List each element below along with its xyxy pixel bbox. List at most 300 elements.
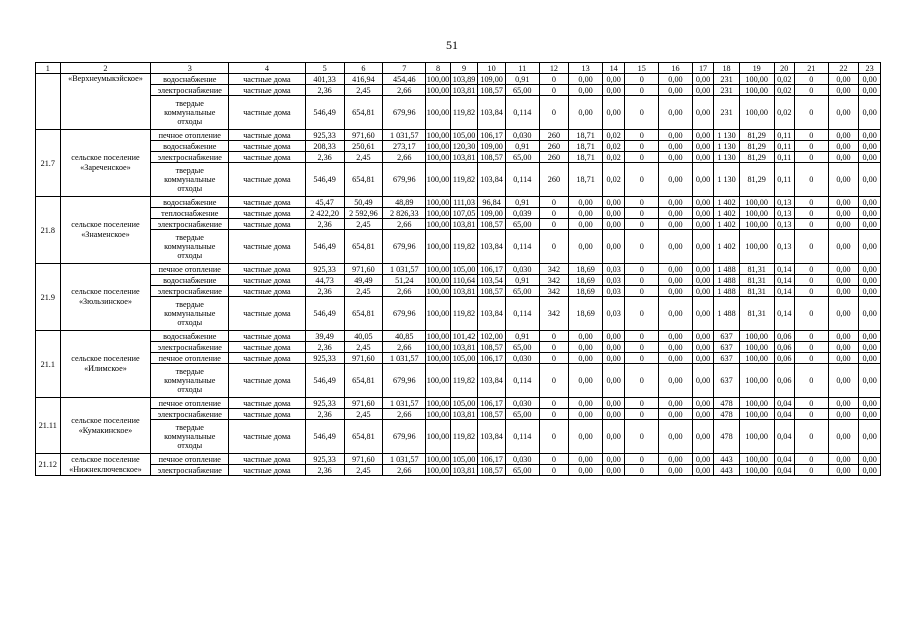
- value-cell: 679,96: [383, 364, 426, 398]
- value-cell: 0,00: [569, 331, 603, 342]
- value-cell: 654,81: [344, 420, 383, 454]
- table-row: [36, 208, 881, 219]
- table-row: [36, 286, 881, 297]
- value-cell: 0: [625, 409, 659, 420]
- value-cell: 0,00: [828, 286, 859, 297]
- value-cell: 0,00: [828, 420, 859, 454]
- service-cell: электроснабжение: [151, 286, 229, 297]
- column-header: 9: [450, 63, 478, 74]
- header-row: [36, 63, 881, 74]
- service-cell: твердые коммунальные отходы: [151, 297, 229, 331]
- category-cell: частные дома: [229, 398, 306, 409]
- section-number: 21.8: [36, 197, 61, 264]
- value-cell: 0,114: [505, 297, 539, 331]
- category-cell: частные дома: [229, 264, 306, 275]
- value-cell: 0,00: [692, 219, 713, 230]
- value-cell: 0,114: [505, 230, 539, 264]
- value-cell: 103,84: [478, 420, 506, 454]
- value-cell: 0,06: [774, 331, 794, 342]
- value-cell: 0: [794, 364, 828, 398]
- value-cell: 925,33: [305, 130, 344, 141]
- value-cell: 105,00: [450, 264, 478, 275]
- value-cell: 0: [625, 297, 659, 331]
- tariff-table: [35, 62, 881, 476]
- service-cell: твердые коммунальные отходы: [151, 230, 229, 264]
- column-header: 3: [151, 63, 229, 74]
- value-cell: 81,29: [739, 152, 774, 163]
- value-cell: 0: [539, 353, 569, 364]
- section-number: 21.1: [36, 331, 61, 398]
- table-row: [36, 85, 881, 96]
- value-cell: 2,45: [344, 465, 383, 476]
- value-cell: 0,030: [505, 454, 539, 465]
- value-cell: 100,00: [739, 409, 774, 420]
- value-cell: 0: [539, 398, 569, 409]
- service-cell: твердые коммунальные отходы: [151, 364, 229, 398]
- value-cell: 0,00: [692, 96, 713, 130]
- value-cell: 0,00: [859, 342, 881, 353]
- section-number: 21.7: [36, 130, 61, 197]
- service-cell: электроснабжение: [151, 219, 229, 230]
- value-cell: 100,00: [739, 398, 774, 409]
- service-cell: электроснабжение: [151, 342, 229, 353]
- value-cell: 0,00: [569, 230, 603, 264]
- value-cell: 0,06: [774, 342, 794, 353]
- value-cell: 100,00: [739, 353, 774, 364]
- value-cell: 0: [794, 152, 828, 163]
- value-cell: 103,84: [478, 364, 506, 398]
- value-cell: 0: [625, 96, 659, 130]
- category-cell: частные дома: [229, 454, 306, 465]
- value-cell: 0,00: [828, 152, 859, 163]
- value-cell: 2,66: [383, 152, 426, 163]
- value-cell: 0,00: [692, 409, 713, 420]
- value-cell: 100,00: [426, 398, 450, 408]
- value-cell: 0: [794, 342, 828, 353]
- value-cell: 0,030: [505, 264, 539, 275]
- value-cell: 0: [625, 264, 659, 275]
- value-cell: 0,00: [602, 353, 624, 364]
- value-cell: 103,89: [450, 74, 478, 85]
- value-cell: 0,00: [692, 420, 713, 454]
- value-cell: 0,00: [828, 275, 859, 286]
- value-cell: 0: [539, 96, 569, 130]
- value-cell: 0,114: [505, 420, 539, 454]
- service-cell: электроснабжение: [151, 85, 229, 96]
- table-row: [36, 197, 881, 208]
- value-cell: 65,00: [505, 152, 539, 163]
- value-cell: 0: [794, 163, 828, 197]
- value-cell: 2,36: [305, 152, 344, 163]
- value-cell: 925,33: [305, 454, 344, 465]
- value-cell: 18,71: [569, 152, 603, 163]
- value-cell: 111,03: [450, 197, 478, 208]
- settlement-name: «Верхнеумыкэйское»: [60, 74, 151, 130]
- value-cell: 0,00: [569, 353, 603, 364]
- value-cell: 0: [539, 219, 569, 230]
- value-cell: 637: [714, 331, 740, 342]
- value-cell: 0,03: [602, 264, 624, 275]
- value-cell: 2,66: [383, 342, 426, 353]
- value-cell: 679,96: [383, 420, 426, 454]
- value-cell: 679,96: [383, 96, 426, 130]
- value-cell: 231: [714, 85, 740, 96]
- value-cell: 679,96: [383, 163, 426, 197]
- category-cell: частные дома: [229, 297, 306, 331]
- value-cell: 0,00: [692, 342, 713, 353]
- value-cell: 0,00: [659, 208, 693, 219]
- value-cell: 100,00: [426, 230, 451, 264]
- value-cell: 0,00: [828, 96, 859, 130]
- section-number: [36, 74, 61, 130]
- value-cell: 18,69: [569, 286, 603, 297]
- value-cell: 51,24: [383, 275, 426, 286]
- value-cell: 65,00: [505, 409, 539, 420]
- column-header: 13: [569, 63, 603, 74]
- category-cell: частные дома: [229, 353, 306, 364]
- service-cell: печное отопление: [151, 398, 229, 409]
- value-cell: 100,00: [739, 465, 774, 476]
- value-cell: 18,71: [569, 130, 603, 141]
- value-cell: 0,00: [859, 465, 881, 476]
- value-cell: 106,17: [478, 264, 506, 275]
- value-cell: 100,00: [426, 353, 450, 363]
- value-cell: 18,71: [569, 163, 603, 197]
- value-cell: 0,13: [774, 230, 794, 264]
- value-cell: 2,36: [305, 409, 344, 420]
- value-cell: 0,00: [659, 398, 693, 409]
- value-cell: 454,46: [383, 74, 426, 85]
- value-cell: 637: [714, 353, 740, 364]
- value-cell: 0: [625, 163, 659, 197]
- value-cell: 65,00: [505, 85, 539, 96]
- table-row: [36, 409, 881, 420]
- value-cell: 0,00: [859, 219, 881, 230]
- value-cell: 50,49: [344, 197, 383, 208]
- value-cell: 0,00: [828, 342, 859, 353]
- settlement-name: сельское поселение «Нижнеключевское»: [60, 454, 151, 476]
- value-cell: 0,00: [859, 96, 881, 130]
- value-cell: 1 031,57: [383, 130, 426, 141]
- value-cell: 0,00: [692, 264, 713, 275]
- value-cell: 106,17: [478, 398, 506, 409]
- value-cell: 0,00: [659, 163, 693, 197]
- value-cell: 2,45: [344, 286, 383, 297]
- value-cell: 108,57: [478, 465, 506, 476]
- value-cell: 0,00: [692, 353, 713, 364]
- value-cell: 0,00: [828, 208, 859, 219]
- value-cell: 0,11: [774, 141, 794, 152]
- value-cell: 0: [625, 398, 659, 409]
- value-cell: 1 488: [714, 297, 740, 331]
- value-cell: 0,00: [859, 74, 881, 85]
- value-cell: 107,05: [450, 208, 478, 219]
- column-header: 2: [60, 63, 151, 74]
- settlement-name: сельское поселение «Зареченское»: [60, 130, 151, 197]
- value-cell: 2,66: [383, 219, 426, 230]
- value-cell: 0,00: [859, 141, 881, 152]
- value-cell: 2,36: [305, 219, 344, 230]
- value-cell: 260: [539, 130, 569, 141]
- value-cell: 0,00: [828, 331, 859, 342]
- value-cell: 40,85: [383, 331, 426, 342]
- value-cell: 273,17: [383, 141, 426, 152]
- value-cell: 0,00: [828, 353, 859, 364]
- value-cell: 100,00: [426, 85, 450, 95]
- value-cell: 0,00: [569, 420, 603, 454]
- value-cell: 679,96: [383, 297, 426, 331]
- category-cell: частные дома: [229, 152, 306, 163]
- value-cell: 0: [794, 230, 828, 264]
- value-cell: 81,31: [739, 286, 774, 297]
- service-cell: твердые коммунальные отходы: [151, 163, 229, 197]
- value-cell: 0,00: [859, 454, 881, 465]
- value-cell: 0,14: [774, 297, 794, 331]
- category-cell: частные дома: [229, 465, 306, 476]
- value-cell: 2,45: [344, 342, 383, 353]
- value-cell: 103,81: [450, 85, 478, 96]
- value-cell: 0,00: [659, 197, 693, 208]
- service-cell: твердые коммунальные отходы: [151, 420, 229, 454]
- value-cell: 100,00: [426, 454, 450, 464]
- value-cell: 342: [539, 297, 569, 331]
- value-cell: 0: [539, 454, 569, 465]
- value-cell: 0,00: [659, 342, 693, 353]
- value-cell: 0,91: [505, 331, 539, 342]
- value-cell: 0,00: [859, 353, 881, 364]
- value-cell: 0,00: [692, 465, 713, 476]
- value-cell: 81,29: [739, 163, 774, 197]
- table-row: [36, 398, 881, 409]
- value-cell: 108,57: [478, 152, 506, 163]
- value-cell: 0,00: [569, 342, 603, 353]
- value-cell: 110,64: [450, 275, 478, 286]
- service-cell: печное отопление: [151, 454, 229, 465]
- service-cell: электроснабжение: [151, 152, 229, 163]
- category-cell: частные дома: [229, 130, 306, 141]
- value-cell: 416,94: [344, 74, 383, 85]
- column-header: 12: [539, 63, 569, 74]
- value-cell: 342: [539, 286, 569, 297]
- value-cell: 0,030: [505, 353, 539, 364]
- value-cell: 105,00: [450, 130, 478, 141]
- column-header: 5: [305, 63, 344, 74]
- column-header: 18: [714, 63, 740, 74]
- table-row: [36, 420, 881, 454]
- value-cell: 0,00: [828, 297, 859, 331]
- value-cell: 0: [625, 364, 659, 398]
- value-cell: 0,00: [659, 364, 693, 398]
- value-cell: 2,36: [305, 342, 344, 353]
- value-cell: 0,00: [692, 454, 713, 465]
- value-cell: 120,30: [450, 141, 478, 152]
- page-number: 51: [446, 38, 458, 52]
- value-cell: 0,04: [774, 454, 794, 465]
- value-cell: 0,00: [828, 74, 859, 85]
- column-header: 1: [36, 63, 61, 74]
- value-cell: 0,00: [602, 420, 624, 454]
- value-cell: 109,00: [478, 208, 506, 219]
- value-cell: 0,00: [602, 364, 624, 398]
- value-cell: 119,82: [450, 163, 478, 197]
- value-cell: 0,00: [569, 74, 603, 85]
- value-cell: 654,81: [344, 163, 383, 197]
- value-cell: 231: [714, 96, 740, 130]
- value-cell: 119,82: [450, 364, 478, 398]
- value-cell: 0,00: [828, 364, 859, 398]
- value-cell: 0: [794, 85, 828, 96]
- table-row: [36, 297, 881, 331]
- value-cell: 546,49: [305, 364, 344, 398]
- value-cell: 0,14: [774, 275, 794, 286]
- column-header: 7: [383, 63, 426, 74]
- value-cell: 971,60: [344, 264, 383, 275]
- service-cell: электроснабжение: [151, 465, 229, 476]
- value-cell: 0,00: [659, 420, 693, 454]
- value-cell: 0: [794, 409, 828, 420]
- value-cell: 0,00: [602, 197, 624, 208]
- value-cell: 0,00: [828, 219, 859, 230]
- value-cell: 0,00: [859, 230, 881, 264]
- category-cell: частные дома: [229, 275, 306, 286]
- value-cell: 0,00: [859, 85, 881, 96]
- value-cell: 119,82: [450, 297, 478, 331]
- value-cell: 546,49: [305, 96, 344, 130]
- value-cell: 971,60: [344, 454, 383, 465]
- value-cell: 0,00: [692, 152, 713, 163]
- value-cell: 0: [625, 197, 659, 208]
- value-cell: 0: [794, 219, 828, 230]
- value-cell: 0: [625, 420, 659, 454]
- value-cell: 0,91: [505, 275, 539, 286]
- category-cell: частные дома: [229, 219, 306, 230]
- value-cell: 0,03: [602, 275, 624, 286]
- value-cell: 1 402: [714, 197, 740, 208]
- value-cell: 0,00: [859, 398, 881, 409]
- service-cell: водоснабжение: [151, 275, 229, 286]
- value-cell: 108,57: [478, 219, 506, 230]
- value-cell: 100,00: [426, 219, 450, 229]
- value-cell: 0,14: [774, 264, 794, 275]
- column-header: 20: [774, 63, 794, 74]
- value-cell: 0,00: [602, 85, 624, 96]
- value-cell: 0,00: [602, 96, 624, 130]
- value-cell: 0,00: [692, 297, 713, 331]
- value-cell: 2,45: [344, 219, 383, 230]
- value-cell: 0: [794, 420, 828, 454]
- value-cell: 0: [539, 230, 569, 264]
- value-cell: 100,00: [426, 141, 450, 151]
- value-cell: 0,030: [505, 398, 539, 409]
- value-cell: 0,00: [569, 454, 603, 465]
- value-cell: 65,00: [505, 286, 539, 297]
- value-cell: 106,17: [478, 454, 506, 465]
- value-cell: 18,69: [569, 297, 603, 331]
- value-cell: 0: [625, 85, 659, 96]
- value-cell: 119,82: [450, 230, 478, 264]
- value-cell: 443: [714, 454, 740, 465]
- value-cell: 1 130: [714, 130, 740, 141]
- value-cell: 0,00: [828, 454, 859, 465]
- category-cell: частные дома: [229, 208, 306, 219]
- value-cell: 65,00: [505, 342, 539, 353]
- value-cell: 0,00: [692, 331, 713, 342]
- settlement-name: сельское поселение «Знаменское»: [60, 197, 151, 264]
- value-cell: 0,00: [859, 152, 881, 163]
- value-cell: 1 402: [714, 208, 740, 219]
- value-cell: 925,33: [305, 398, 344, 409]
- value-cell: 0,00: [659, 152, 693, 163]
- column-header: 17: [692, 63, 713, 74]
- value-cell: 103,81: [450, 219, 478, 230]
- section-number: 21.12: [36, 454, 61, 476]
- value-cell: 0: [794, 141, 828, 152]
- value-cell: 0: [794, 465, 828, 476]
- value-cell: 0: [539, 331, 569, 342]
- value-cell: 103,81: [450, 409, 478, 420]
- column-header: 21: [794, 63, 828, 74]
- value-cell: 101,42: [450, 331, 478, 342]
- value-cell: 971,60: [344, 398, 383, 409]
- value-cell: 2 422,20: [305, 208, 344, 219]
- value-cell: 39,49: [305, 331, 344, 342]
- value-cell: 0,00: [659, 297, 693, 331]
- value-cell: 0: [794, 353, 828, 364]
- value-cell: 0,00: [602, 74, 624, 85]
- value-cell: 103,81: [450, 286, 478, 297]
- value-cell: 0,00: [692, 130, 713, 141]
- value-cell: 0,00: [569, 364, 603, 398]
- value-cell: 0,00: [692, 141, 713, 152]
- value-cell: 260: [539, 152, 569, 163]
- value-cell: 925,33: [305, 264, 344, 275]
- settlement-name: сельское поселение «Зюльзинское»: [60, 264, 151, 331]
- value-cell: 0,00: [602, 342, 624, 353]
- value-cell: 100,00: [426, 342, 450, 352]
- value-cell: 100,00: [739, 331, 774, 342]
- value-cell: 2,45: [344, 409, 383, 420]
- value-cell: 1 031,57: [383, 353, 426, 364]
- value-cell: 0: [539, 74, 569, 85]
- value-cell: 0,00: [569, 197, 603, 208]
- value-cell: 654,81: [344, 364, 383, 398]
- value-cell: 100,00: [739, 197, 774, 208]
- value-cell: 0,00: [659, 286, 693, 297]
- value-cell: 100,00: [426, 130, 450, 140]
- value-cell: 0,00: [859, 275, 881, 286]
- value-cell: 260: [539, 141, 569, 152]
- value-cell: 0,00: [692, 398, 713, 409]
- value-cell: 100,00: [739, 74, 774, 85]
- value-cell: 0,030: [505, 130, 539, 141]
- value-cell: 0,00: [692, 286, 713, 297]
- value-cell: 0,00: [659, 130, 693, 141]
- value-cell: 100,00: [426, 297, 451, 331]
- settlement-name: сельское поселение «Кумакинское»: [60, 398, 151, 454]
- value-cell: 0,00: [828, 398, 859, 409]
- service-cell: электроснабжение: [151, 409, 229, 420]
- value-cell: 0,00: [569, 219, 603, 230]
- value-cell: 108,57: [478, 286, 506, 297]
- value-cell: 0,00: [828, 130, 859, 141]
- value-cell: 0,00: [828, 85, 859, 96]
- value-cell: 546,49: [305, 163, 344, 197]
- value-cell: 103,81: [450, 342, 478, 353]
- value-cell: 100,00: [426, 331, 450, 341]
- value-cell: 0,14: [774, 286, 794, 297]
- value-cell: 0,00: [692, 197, 713, 208]
- value-cell: 260: [539, 163, 569, 197]
